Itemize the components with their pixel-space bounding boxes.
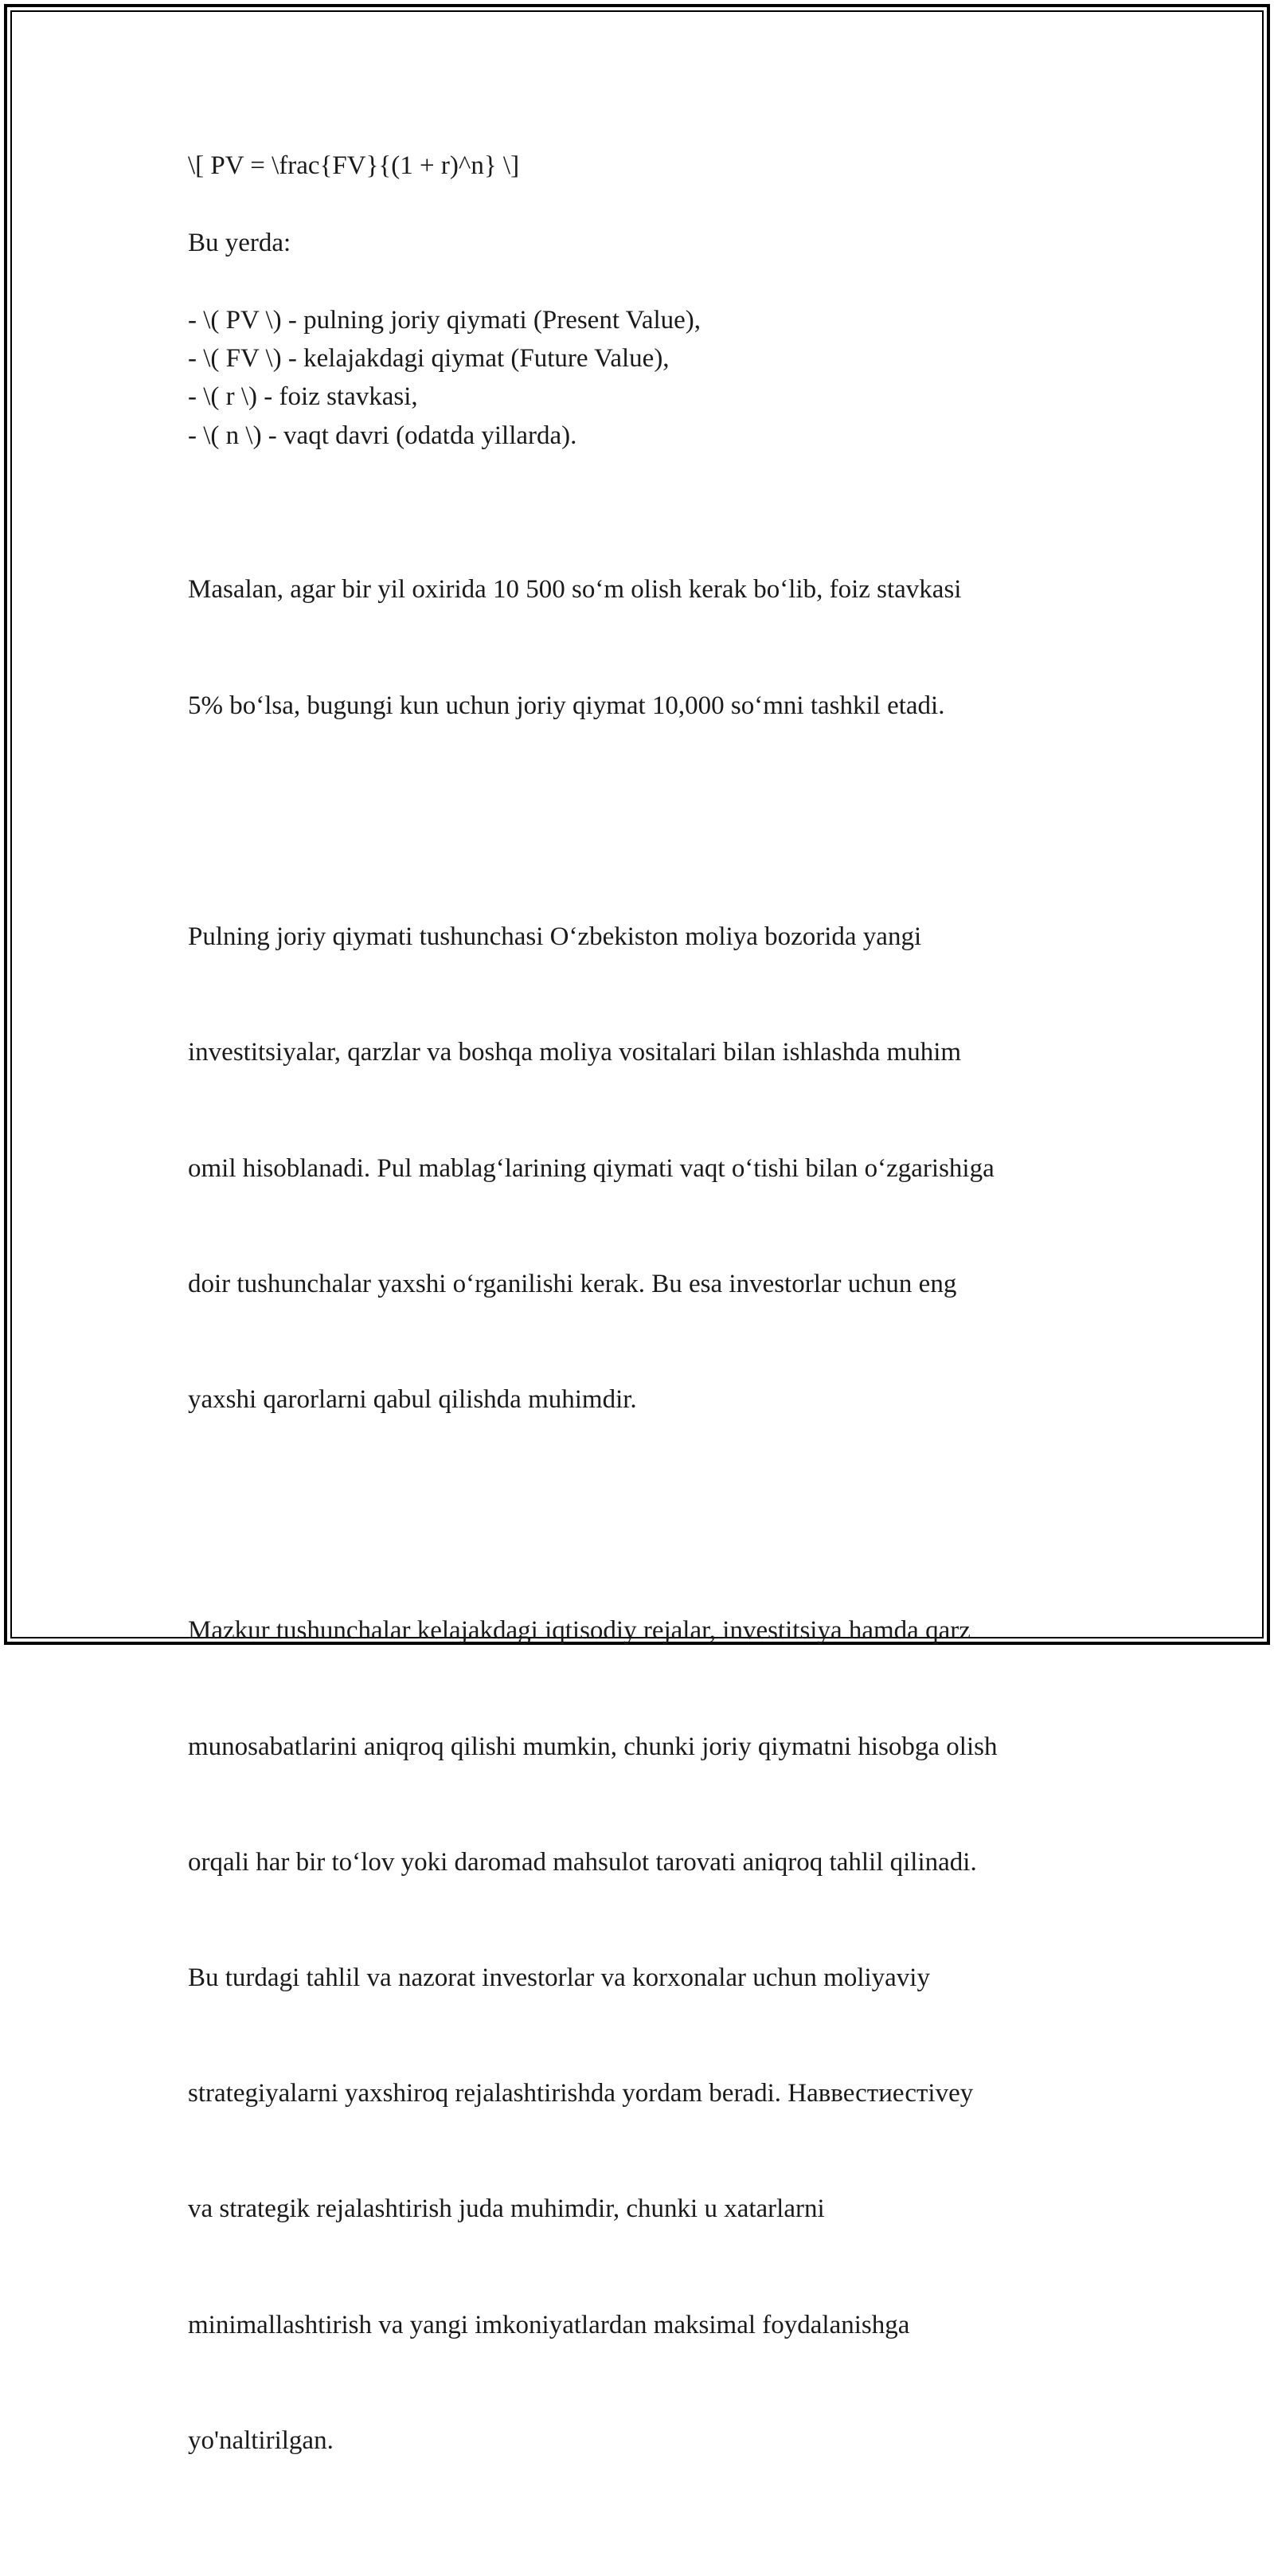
definitions-list [188,301,1096,456]
paragraph-line: Mazkur tushunchalar kelajakdagi iqtisodiy rejalar, investitsiya hamda qarz [188,1616,971,1646]
formula: \[ PV = \frac{FV}{(1 + r)^n} \] [188,151,520,180]
paragraph-line: omil hisoblanadi. Pul mablag‘larining qiymati vaqt o‘tishi bilan o‘zgarishiga [188,1153,995,1183]
definition-n: - \( n \) - vaqt davri (odatda yillarda). [188,421,577,450]
paragraph-line: investitsiyalar, qarzlar va boshqa moliya vositalari bilan ishlashda muhim [188,1038,962,1067]
paragraph-line: yaxshi qarorlarni qabul qilishda muhimdir. [188,1384,637,1414]
paragraph-line: yo'naltirilgan. [188,2425,334,2455]
definition-pv: - \( PV \) - pulning joriy qiymati (Present Value), [188,305,701,335]
paragraph-line: 5% bo‘lsa, bugungi kun uchun joriy qiymat 10,000 so‘mni tashkil etadi. [188,691,945,720]
paragraph-line: munosabatlarini aniqroq qilishi mumkin, chunki joriy qiymatni hisobga olish [188,1732,998,1761]
paragraph-line: orqali har bir to‘lov yoki daromad mahsulot tarovati aniqroq tahlil qilinadi. [188,1847,977,1877]
paragraph-line: minimallashtirish va yangi imkoniyatlardan maksimal foydalanishga [188,2310,910,2339]
importance-paragraph [188,840,1096,1496]
definition-r: - \( r \) - foiz stavkasi, [188,382,418,412]
paragraph-line: va strategik rejalashtirish juda muhimdir, chunki u xatarlarni [188,2194,825,2224]
paragraph-line: Masalan, agar bir yil oxirida 10 500 so‘m olish kerak bo‘lib, foiz stavkasi [188,575,962,605]
paragraph-line: Pulning joriy qiymati tushunchasi O‘zbekiston moliya bozorida yangi [188,922,922,952]
definition-fv: - \( FV \) - kelajakdagi qiymat (Future Value), [188,344,670,373]
document-body [188,147,1096,2576]
paragraph-line: doir tushunchalar yaxshi o‘rganilishi kerak. Bu esa investorlar uchun eng [188,1269,957,1298]
definitions-intro: Bu yerda: [188,228,291,257]
example-paragraph [188,494,1096,802]
paragraph-line: Bu turdagi tahlil va nazorat investorlar va korxonalar uchun moliyaviy [188,1963,930,1993]
conclusion-paragraph [188,1535,1096,2538]
paragraph-line: strategiyalarni yaxshiroq rejalashtirishda yordam beradi. Наввестиестivey [188,2079,974,2108]
